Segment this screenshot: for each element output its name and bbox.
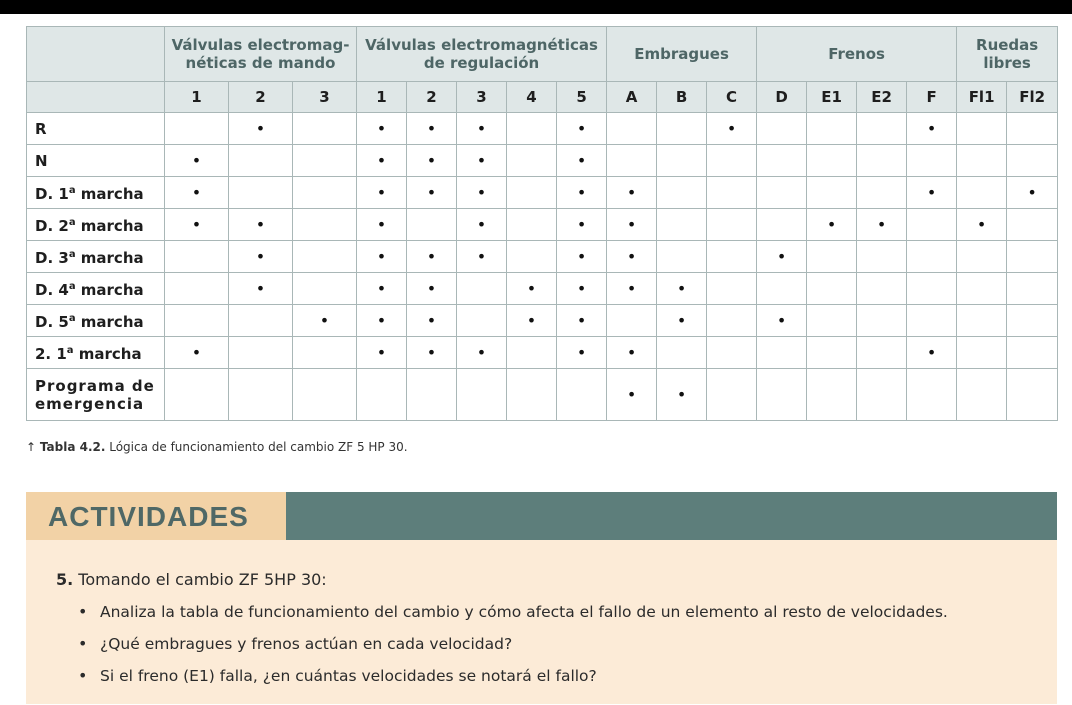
- table-cell: [907, 209, 957, 241]
- table-cell: •: [357, 113, 407, 145]
- table-cell: [957, 337, 1007, 369]
- table-cell: [907, 145, 957, 177]
- table-cell: •: [907, 337, 957, 369]
- table-cell: •: [957, 209, 1007, 241]
- table-cell: •: [507, 273, 557, 305]
- table-cell: •: [557, 145, 607, 177]
- table-cell: •: [457, 145, 507, 177]
- table-cell: [857, 241, 907, 273]
- table-cell: [165, 305, 229, 337]
- top-black-bar: [0, 0, 1072, 14]
- bullet-text: Si el freno (E1) falla, ¿en cuántas velocidades se notará el fallo?: [100, 667, 597, 685]
- table-cell: •: [229, 209, 293, 241]
- table-row: [27, 241, 1058, 273]
- column-header-1: 1: [165, 82, 229, 113]
- table-cell: •: [457, 241, 507, 273]
- column-header-7: 4: [507, 82, 557, 113]
- column-header-0: [27, 82, 165, 113]
- table-cell: [165, 273, 229, 305]
- question-title: [56, 570, 327, 589]
- table-cell: [757, 337, 807, 369]
- table-cell: •: [165, 177, 229, 209]
- column-header-4: 1: [357, 82, 407, 113]
- table-cell: •: [557, 113, 607, 145]
- table-cell: [657, 113, 707, 145]
- table-cell: [657, 241, 707, 273]
- table-cell: [1007, 145, 1058, 177]
- table-cell: [707, 337, 757, 369]
- table-row: [27, 305, 1058, 337]
- column-header-9: A: [607, 82, 657, 113]
- row-label: D. 2$^a$ marcha: [27, 209, 165, 241]
- table-cell: •: [607, 209, 657, 241]
- table-cell: •: [557, 241, 607, 273]
- column-header-16: Fl1: [957, 82, 1007, 113]
- table-cell: [957, 305, 1007, 337]
- table-cell: •: [707, 113, 757, 145]
- table-caption: [26, 440, 408, 454]
- table-cell: •: [165, 145, 229, 177]
- table-cell: [1007, 337, 1058, 369]
- table-cell: •: [407, 145, 457, 177]
- table-cell: [165, 241, 229, 273]
- table-cell: •: [357, 337, 407, 369]
- table-cell: •: [657, 369, 707, 421]
- table-cell: [857, 177, 907, 209]
- table-cell: [757, 273, 807, 305]
- table-cell: [707, 369, 757, 421]
- table-cell: •: [457, 337, 507, 369]
- table-cell: [907, 369, 957, 421]
- table-cell: •: [407, 305, 457, 337]
- table-cell: [357, 369, 407, 421]
- table-cell: [229, 177, 293, 209]
- table-cell: •: [357, 273, 407, 305]
- table-cell: [857, 273, 907, 305]
- group-header-4: Frenos: [757, 27, 957, 82]
- table-cell: [165, 113, 229, 145]
- table-cell: [229, 145, 293, 177]
- table-cell: •: [357, 305, 407, 337]
- table-cell: [657, 209, 707, 241]
- table-cell: •: [165, 209, 229, 241]
- table-cell: [807, 273, 857, 305]
- table-cell: [557, 369, 607, 421]
- table-cell: [507, 113, 557, 145]
- row-label: D. 5$^a$ marcha: [27, 305, 165, 337]
- activities-title: ACTIVIDADES: [26, 492, 286, 540]
- table-cell: •: [857, 209, 907, 241]
- row-label: Programa de emergencia: [27, 369, 165, 421]
- sub-header-row: [27, 82, 1058, 113]
- table-cell: [229, 305, 293, 337]
- table-cell: [657, 145, 707, 177]
- table-cell: [293, 241, 357, 273]
- group-header-3: Embragues: [607, 27, 757, 82]
- table-cell: [957, 273, 1007, 305]
- table-cell: •: [407, 337, 457, 369]
- table-cell: [165, 369, 229, 421]
- table-cell: •: [407, 113, 457, 145]
- table-cell: •: [657, 305, 707, 337]
- table-cell: •: [357, 241, 407, 273]
- column-header-14: E2: [857, 82, 907, 113]
- table-cell: [757, 177, 807, 209]
- table-cell: •: [657, 273, 707, 305]
- bullet-icon: •: [78, 602, 88, 621]
- up-arrow-icon: ↑: [26, 440, 37, 454]
- table-cell: [857, 337, 907, 369]
- table-cell: [707, 273, 757, 305]
- table-cell: [807, 241, 857, 273]
- table-cell: [707, 241, 757, 273]
- activities-header: [26, 492, 1057, 540]
- table-cell: [857, 113, 907, 145]
- table-cell: •: [457, 177, 507, 209]
- column-header-5: 2: [407, 82, 457, 113]
- row-label: N: [27, 145, 165, 177]
- table-cell: [957, 145, 1007, 177]
- table-cell: •: [607, 273, 657, 305]
- bullet-item: [78, 634, 512, 653]
- column-header-15: F: [907, 82, 957, 113]
- column-header-13: E1: [807, 82, 857, 113]
- table-cell: [1007, 241, 1058, 273]
- table-cell: [707, 305, 757, 337]
- bullet-item: [78, 602, 948, 621]
- table-cell: •: [407, 273, 457, 305]
- table-cell: •: [607, 177, 657, 209]
- table-cell: [857, 305, 907, 337]
- column-header-11: C: [707, 82, 757, 113]
- column-header-10: B: [657, 82, 707, 113]
- table-cell: [607, 145, 657, 177]
- row-label: 2. 1$^a$ marcha: [27, 337, 165, 369]
- column-header-3: 3: [293, 82, 357, 113]
- column-header-12: D: [757, 82, 807, 113]
- bullet-text: Analiza la tabla de funcionamiento del cambio y cómo afecta el fallo de un elemento al resto de velocidades.: [100, 603, 948, 621]
- question-number: 5.: [56, 570, 74, 589]
- table-cell: [293, 209, 357, 241]
- row-label: D. 4$^a$ marcha: [27, 273, 165, 305]
- table-cell: [907, 305, 957, 337]
- table-cell: [807, 177, 857, 209]
- table-row: [27, 337, 1058, 369]
- table-cell: [1007, 273, 1058, 305]
- row-label: R: [27, 113, 165, 145]
- table-cell: [407, 369, 457, 421]
- table-cell: •: [557, 209, 607, 241]
- table-cell: [907, 241, 957, 273]
- column-header-8: 5: [557, 82, 607, 113]
- table-cell: [229, 337, 293, 369]
- table-cell: •: [607, 337, 657, 369]
- activities-body: [26, 540, 1057, 704]
- table-cell: [1007, 305, 1058, 337]
- table-cell: [457, 369, 507, 421]
- table-cell: [657, 337, 707, 369]
- table-cell: [1007, 369, 1058, 421]
- table-row: [27, 209, 1058, 241]
- table-cell: •: [229, 273, 293, 305]
- table-cell: •: [907, 113, 957, 145]
- table-cell: [507, 369, 557, 421]
- table-cell: •: [607, 241, 657, 273]
- table-cell: •: [807, 209, 857, 241]
- table-cell: [293, 113, 357, 145]
- table-cell: [1007, 209, 1058, 241]
- table-cell: [757, 369, 807, 421]
- table-cell: •: [229, 113, 293, 145]
- table-cell: •: [757, 241, 807, 273]
- table-cell: •: [229, 241, 293, 273]
- table-cell: [757, 145, 807, 177]
- table-cell: •: [357, 209, 407, 241]
- table-cell: •: [457, 113, 507, 145]
- table-cell: [293, 369, 357, 421]
- table-cell: [757, 113, 807, 145]
- table-cell: [857, 369, 907, 421]
- table-cell: •: [907, 177, 957, 209]
- table-cell: •: [557, 305, 607, 337]
- table-cell: [507, 209, 557, 241]
- table-cell: [507, 177, 557, 209]
- table-cell: [507, 337, 557, 369]
- table-cell: [857, 145, 907, 177]
- table-cell: [907, 273, 957, 305]
- table-cell: •: [507, 305, 557, 337]
- column-header-17: Fl2: [1007, 82, 1058, 113]
- table-cell: •: [407, 177, 457, 209]
- table-cell: [1007, 113, 1058, 145]
- table-cell: •: [757, 305, 807, 337]
- table-cell: •: [1007, 177, 1058, 209]
- table-cell: [607, 305, 657, 337]
- row-label: D. 3$^a$ marcha: [27, 241, 165, 273]
- table-cell: [457, 305, 507, 337]
- table-row: [27, 145, 1058, 177]
- table-cell: [507, 241, 557, 273]
- table-cell: [707, 177, 757, 209]
- table-cell: [657, 177, 707, 209]
- table-cell: [957, 241, 1007, 273]
- caption-text: Lógica de funcionamiento del cambio ZF 5 HP 30.: [105, 440, 408, 454]
- table-row: [27, 113, 1058, 145]
- bullet-icon: •: [78, 634, 88, 653]
- table-cell: •: [607, 369, 657, 421]
- table-cell: •: [357, 177, 407, 209]
- table-cell: [293, 177, 357, 209]
- caption-label: Tabla 4.2.: [39, 440, 106, 454]
- row-label: D. 1$^a$ marcha: [27, 177, 165, 209]
- column-header-2: 2: [229, 82, 293, 113]
- group-header-1: Válvulas electromag- néticas de mando: [165, 27, 357, 82]
- table-row: [27, 177, 1058, 209]
- table-cell: [757, 209, 807, 241]
- gearbox-logic-table: [26, 26, 1058, 421]
- table-cell: •: [457, 209, 507, 241]
- table-cell: [807, 145, 857, 177]
- table-cell: [293, 145, 357, 177]
- table-cell: •: [293, 305, 357, 337]
- table-cell: [407, 209, 457, 241]
- table-cell: •: [407, 241, 457, 273]
- table-cell: [957, 177, 1007, 209]
- table-row: [27, 369, 1058, 421]
- table-cell: [457, 273, 507, 305]
- table-cell: •: [557, 337, 607, 369]
- table-cell: [807, 305, 857, 337]
- bullet-icon: •: [78, 666, 88, 685]
- table-cell: [507, 145, 557, 177]
- question-text: Tomando el cambio ZF 5HP 30:: [73, 570, 327, 589]
- table-cell: •: [357, 145, 407, 177]
- group-header-2: Válvulas electromagnéticas de regulación: [357, 27, 607, 82]
- group-header-0: [27, 27, 165, 82]
- table-cell: •: [557, 177, 607, 209]
- table-body: [27, 113, 1058, 421]
- table-cell: [707, 209, 757, 241]
- column-header-6: 3: [457, 82, 507, 113]
- table-cell: [229, 369, 293, 421]
- table-cell: [957, 113, 1007, 145]
- bullet-text: ¿Qué embragues y frenos actúan en cada velocidad?: [100, 635, 513, 653]
- table-row: [27, 273, 1058, 305]
- table-cell: [293, 273, 357, 305]
- bullet-item: [78, 666, 597, 685]
- table-cell: [957, 369, 1007, 421]
- group-header-5: Ruedas libres: [957, 27, 1058, 82]
- table-cell: •: [557, 273, 607, 305]
- group-header-row: [27, 27, 1058, 82]
- table-cell: [293, 337, 357, 369]
- table-cell: [707, 145, 757, 177]
- table-cell: [807, 337, 857, 369]
- table-cell: [807, 369, 857, 421]
- table-cell: [607, 113, 657, 145]
- table-cell: •: [165, 337, 229, 369]
- table-cell: [807, 113, 857, 145]
